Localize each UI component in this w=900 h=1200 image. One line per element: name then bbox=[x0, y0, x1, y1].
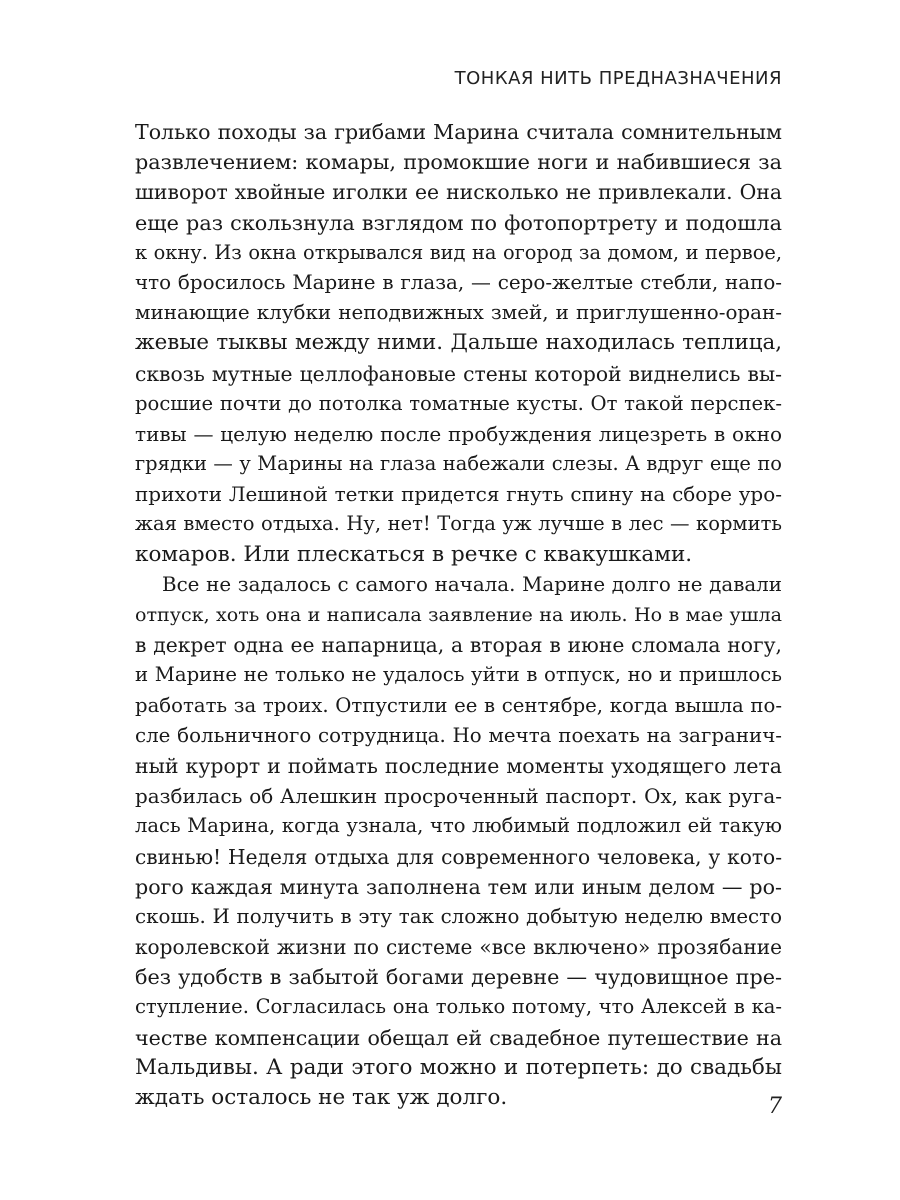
text-line: ный курорт и поймать последние моменты уходящего лета bbox=[135, 753, 782, 778]
text-line: комаров. Или плескаться в речке с квакушками. bbox=[135, 541, 693, 567]
running-title: ТОНКАЯ НИТЬ ПРЕДНАЗНАЧЕНИЯ bbox=[454, 68, 782, 89]
text-line: скошь. И получить в эту так сложно добытую неделю вместо bbox=[135, 904, 782, 928]
text-line: Мальдивы. А ради этого можно и потерпеть: до свадьбы bbox=[135, 1054, 782, 1080]
text-line: сле больничного сотрудница. Но мечта поехать на загранич- bbox=[135, 723, 782, 747]
text-line: свинью! Неделя отдыха для современного человека, у кото- bbox=[135, 844, 782, 869]
paragraph-2 bbox=[135, 570, 782, 1113]
paragraph-1 bbox=[135, 117, 782, 570]
text-line: прихоти Лешиной тетки придется гнуть спину на сборе уро- bbox=[135, 482, 782, 507]
text-line: честве компенсации обещал ей свадебное путешествие на bbox=[135, 1025, 782, 1050]
text-line: в декрет одна ее напарница, а вторая в июне сломала ногу, bbox=[135, 633, 782, 658]
text-line: грядки — у Марины на глаза набежали слезы. А вдруг еще по bbox=[135, 452, 782, 476]
text-line: рого каждая минута заполнена тем или иным делом — ро- bbox=[135, 874, 782, 899]
text-line: шиворот хвойные иголки ее нисколько не привлекали. Она bbox=[135, 180, 782, 205]
page-number: 7 bbox=[768, 1094, 782, 1119]
text-line: отпуск, хоть она и написала заявление на июль. Но в мае ушла bbox=[135, 604, 782, 626]
text-line: сквозь мутные целлофановые стены которой виднелись вы- bbox=[135, 361, 782, 386]
text-line: Только походы за грибами Марина считала сомнительным bbox=[135, 120, 782, 144]
text-line: тивы — целую неделю после пробуждения лицезреть в окно bbox=[135, 421, 782, 446]
text-line: Все не задалось с самого начала. Марине долго не давали bbox=[162, 572, 782, 596]
text-line: работать за троих. Отпустили ее в сентябре, когда вышла по- bbox=[135, 693, 782, 717]
text-line: минающие клубки неподвижных змей, и приглушенно-оран- bbox=[135, 301, 782, 325]
text-line: лась Марина, когда узнала, что любимый подложил ей такую bbox=[135, 814, 782, 838]
text-line: ступление. Согласилась она только потому, что Алексей в ка- bbox=[135, 995, 782, 1019]
text-line: и Марине не только не удалось уйти в отпуск, но и пришлось bbox=[135, 663, 782, 687]
text-line: еще раз скользнула взглядом по фотопортрету и подошла bbox=[135, 210, 782, 235]
text-line: жевые тыквы между ними. Дальше находилась теплица, bbox=[135, 330, 782, 356]
text-line: к окну. Из окна открывался вид на огород за домом, и первое, bbox=[135, 240, 782, 264]
text-line: что бросилось Марине в глаза, — серо-желтые стебли, напо- bbox=[135, 270, 782, 294]
text-line: королевской жизни по системе «все включено» прозябание bbox=[135, 935, 782, 960]
body-text bbox=[135, 117, 782, 1113]
text-line: росшие почти до потолка томатные кусты. От такой перспек- bbox=[135, 391, 782, 415]
text-line: разбилась об Алешкин просроченный паспорт. Ох, как руга- bbox=[135, 784, 782, 809]
text-line: ждать осталось не так уж долго. bbox=[135, 1085, 508, 1110]
text-line: развлечением: комары, промокшие ноги и набившиеся за bbox=[135, 150, 782, 175]
text-line: без удобств в забытой богами деревне — чудовищное пре- bbox=[135, 965, 782, 990]
text-line: жая вместо отдыха. Ну, нет! Тогда уж лучше в лес — кормить bbox=[135, 512, 782, 536]
